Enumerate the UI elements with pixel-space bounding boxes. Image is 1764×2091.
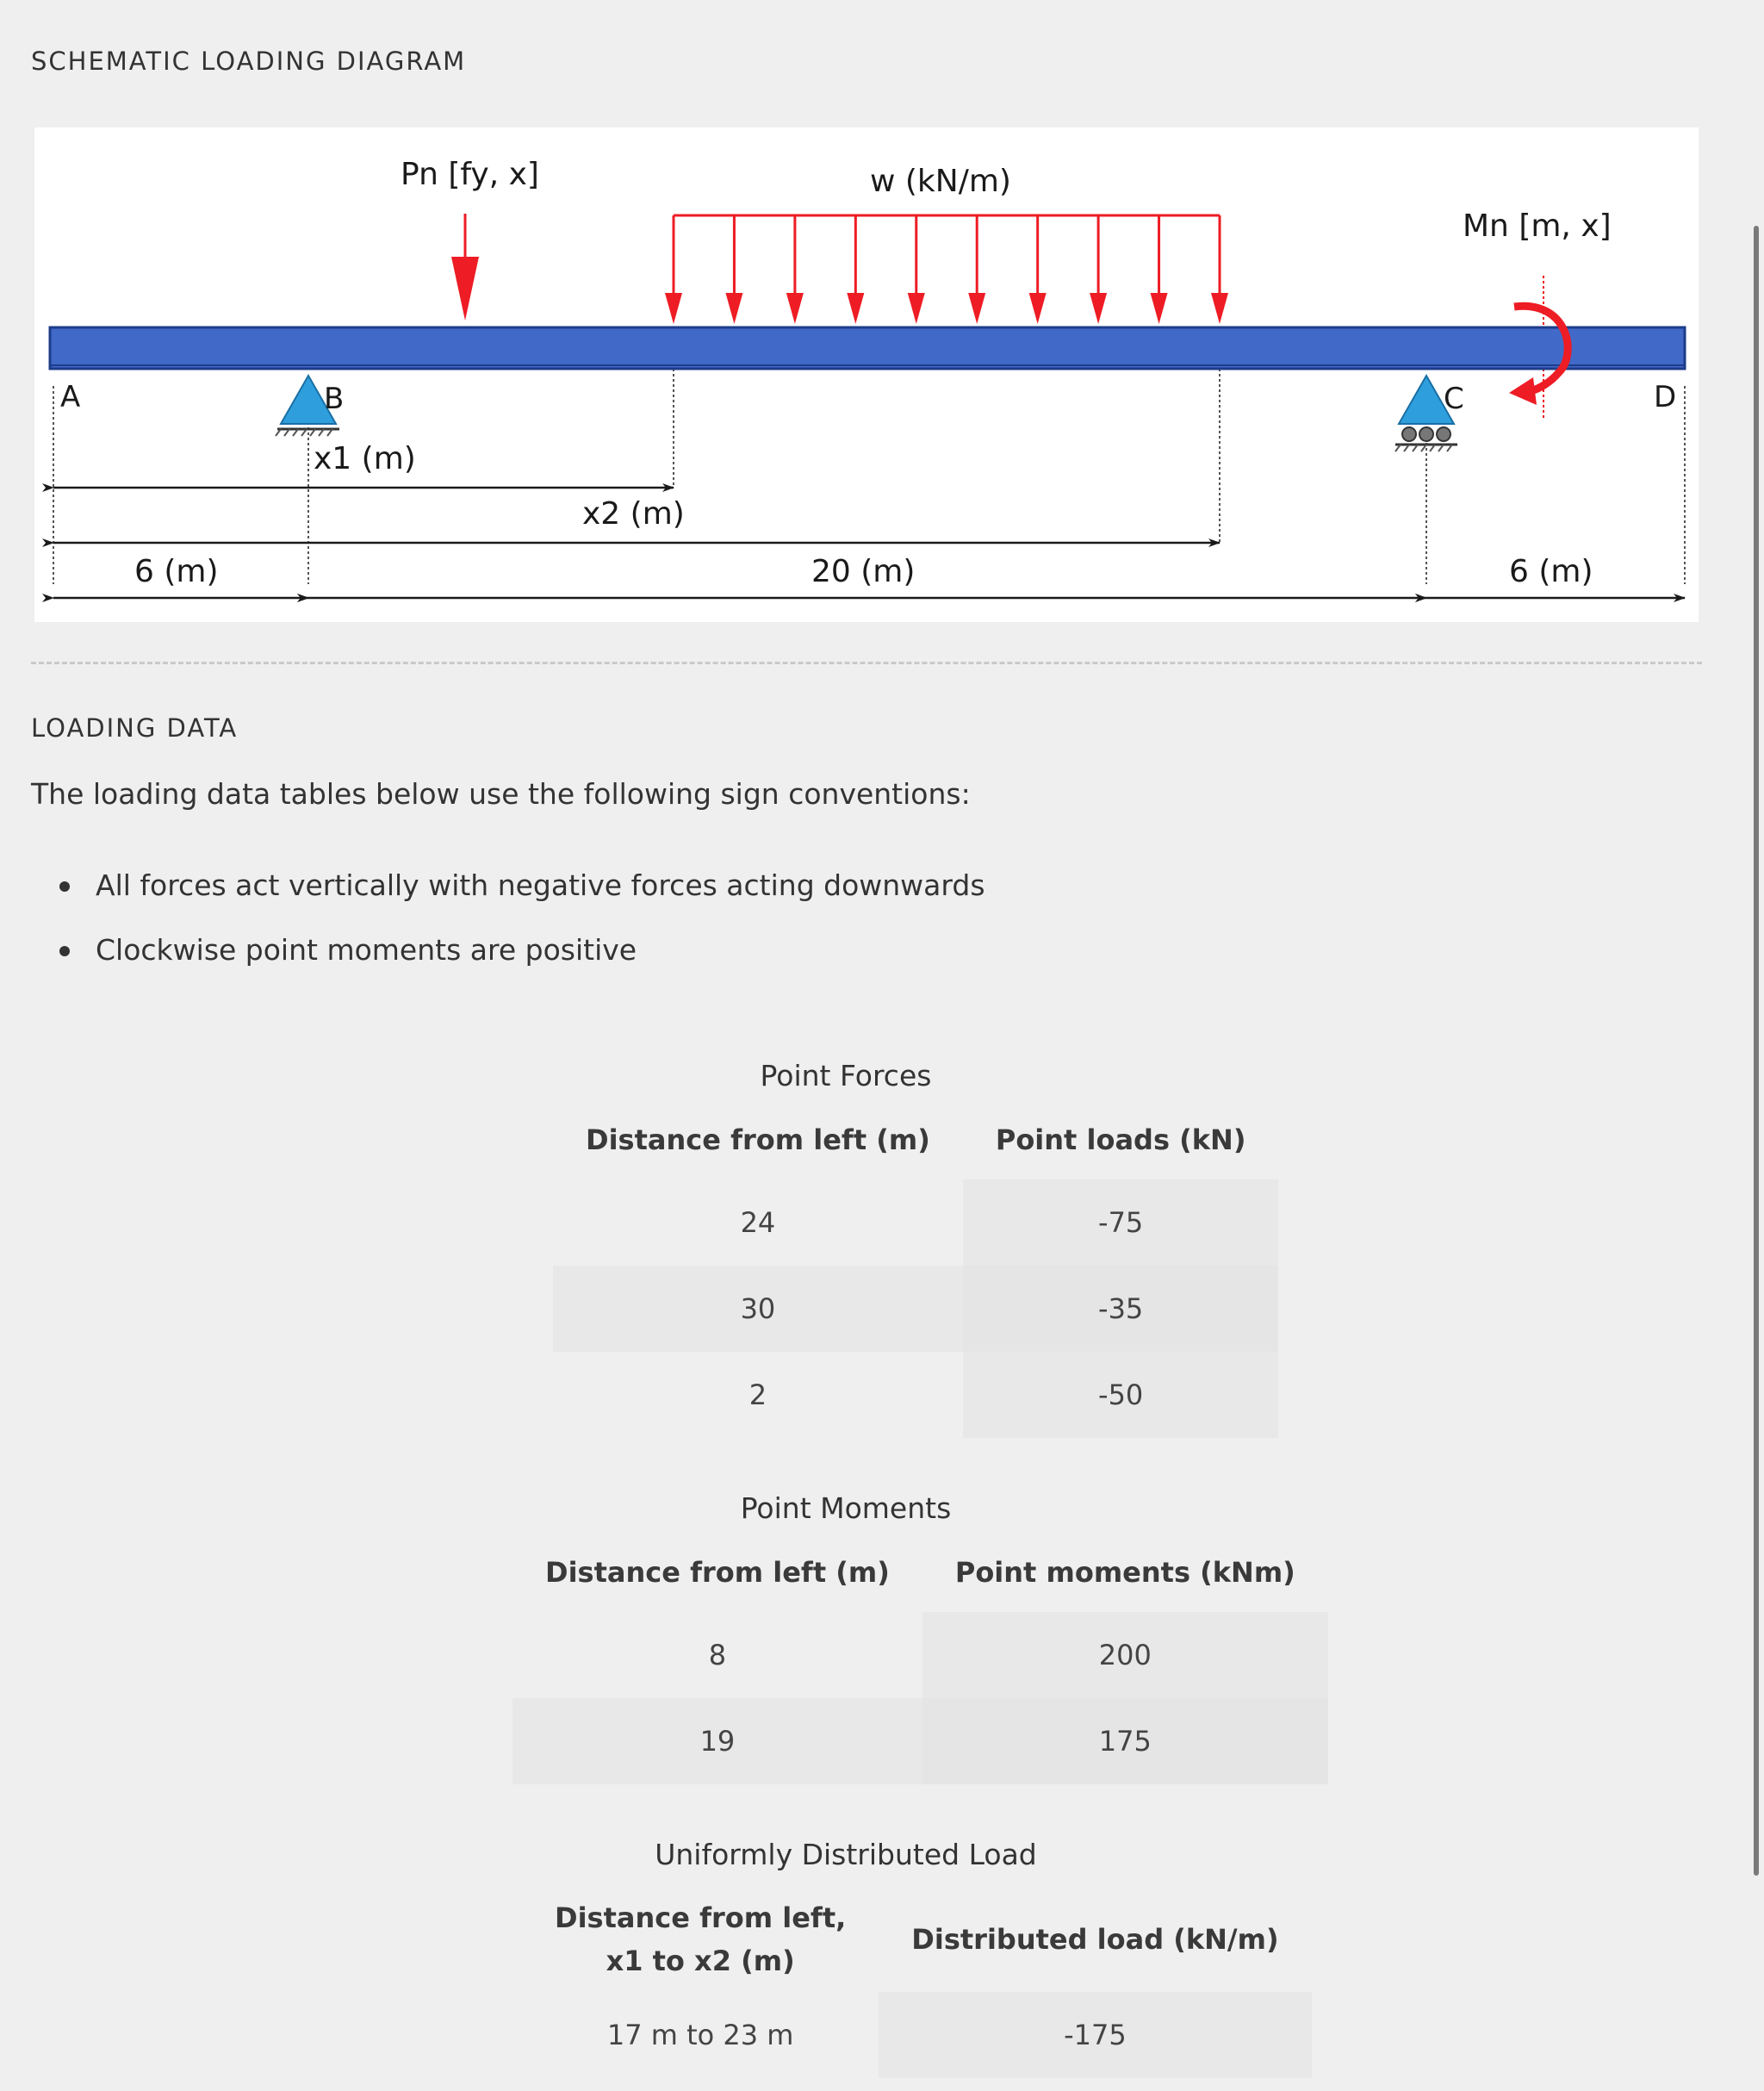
span-left-label: 6 (m) <box>134 554 219 589</box>
loading-heading: LOADING DATA <box>31 713 239 743</box>
beam-diagram-svg <box>34 128 1699 622</box>
list-item: Clockwise point moments are positive <box>31 918 985 982</box>
span-right-label: 6 (m) <box>1509 554 1593 589</box>
udl-arrow-head <box>1090 293 1107 324</box>
udl-arrow-head <box>665 293 682 324</box>
udl-arrow-head <box>908 293 925 324</box>
node-a-label: A <box>60 380 81 414</box>
table-row <box>522 1992 1312 2078</box>
distance-cell: 2 <box>748 1378 767 1411</box>
range-cell: 17 m to 23 m <box>606 2019 794 2051</box>
page-scrollbar[interactable] <box>1754 226 1759 1876</box>
node-d-label: D <box>1654 380 1677 414</box>
value-cell: -75 <box>963 1179 1279 1266</box>
value-cell: -50 <box>963 1352 1279 1438</box>
point-load-arrow <box>451 214 479 320</box>
schematic-diagram <box>34 128 1699 622</box>
table-row <box>553 1266 1278 1352</box>
point-moments-caption: Point Moments <box>740 1491 952 1525</box>
x2-label: x2 (m) <box>582 496 685 532</box>
udl-arrow-head <box>968 293 985 324</box>
distance-cell: 24 <box>740 1206 776 1239</box>
udl-arrow-head <box>1211 293 1228 324</box>
distributed-load-label: w (kN/m) <box>870 164 1011 199</box>
beam <box>50 327 1685 369</box>
point-forces-table <box>553 1100 1278 1438</box>
list-item: All forces act vertically with negative forces acting downwards <box>31 853 985 918</box>
value-cell: 200 <box>922 1612 1328 1698</box>
distance-cell: 8 <box>708 1639 727 1671</box>
node-c-label: C <box>1444 382 1464 416</box>
distributed-load-arrows <box>665 215 1228 324</box>
span-middle-label: 20 (m) <box>811 554 916 589</box>
node-b-label: B <box>324 382 345 416</box>
column-header <box>522 1887 879 1992</box>
table-row <box>512 1698 1328 1784</box>
column-header: Distributed load (kN/m) <box>911 1923 1279 1956</box>
udl-header-line2: x1 to x2 (m) <box>606 1945 795 1977</box>
point-load-label: Pn [fy, x] <box>401 157 539 192</box>
moment-label: Mn [m, x] <box>1463 208 1612 244</box>
udl-arrow-head <box>1029 293 1047 324</box>
value-cell: -175 <box>879 1992 1311 2078</box>
sign-conventions-list <box>31 853 985 982</box>
table-row <box>512 1612 1328 1698</box>
udl-header-line1: Distance from left, <box>555 1901 847 1934</box>
column-header: Point moments (kNm) <box>954 1556 1295 1589</box>
distance-cell: 19 <box>512 1698 922 1784</box>
value-cell: -35 <box>963 1266 1279 1352</box>
udl-arrow-head <box>1151 293 1168 324</box>
column-header: Distance from left (m) <box>586 1123 930 1156</box>
udl-table <box>522 1887 1312 2078</box>
udl-arrow-head <box>847 293 864 324</box>
udl-caption: Uniformly Distributed Load <box>655 1838 1037 1871</box>
point-forces-caption: Point Forces <box>760 1059 932 1092</box>
distance-cell: 30 <box>553 1266 963 1352</box>
table-row <box>553 1352 1278 1438</box>
schematic-heading: SCHEMATIC LOADING DIAGRAM <box>31 47 467 76</box>
value-cell: 175 <box>922 1698 1328 1784</box>
section-divider <box>31 662 1702 664</box>
point-moments-table <box>512 1533 1328 1784</box>
column-header: Point loads (kN) <box>995 1123 1246 1156</box>
x1-label: x1 (m) <box>314 441 416 476</box>
udl-arrow-head <box>725 293 742 324</box>
intro-text: The loading data tables below use the following sign conventions: <box>31 777 971 811</box>
column-header: Distance from left (m) <box>545 1556 890 1589</box>
table-row <box>553 1179 1278 1266</box>
udl-arrow-head <box>786 293 804 324</box>
